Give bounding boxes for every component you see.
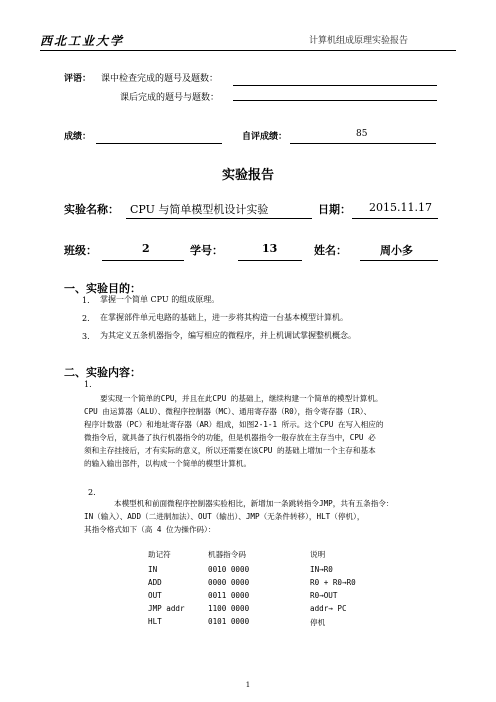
table-cell: IN (148, 565, 158, 574)
paragraph-line: CPU 由运算器（ALU）、微程序控制器（MC）、通用寄存器（R0），指令寄存器（IR）、 (84, 407, 372, 416)
objective-number: 3. (82, 332, 90, 341)
student-id-value: 13 (262, 242, 278, 255)
table-cell: JMP addr (148, 604, 185, 613)
review-line1-blank (233, 85, 437, 86)
table-cell: 0101 0000 (208, 617, 250, 626)
paragraph-line: 微指令后，就具备了执行机器指令的功能，但是机器指令一般存放在主存当中，CPU 必 (84, 433, 376, 442)
date-label: 日期： (318, 203, 351, 216)
paragraph-line: 要实现一个简单的CPU，并且在此CPU 的基础上，继续构建一个简单的模型计算机。 (100, 394, 383, 403)
paragraph-line: 须和主存挂接后，才有实际的意义，所以还需要在该CPU 的基础上增加一个主存和基本 (84, 446, 376, 455)
report-header-title: 计算机组成原理实验报告 (309, 36, 409, 46)
review-line2-label: 课后完成的题号与题数： (120, 93, 220, 103)
grade-blank (96, 143, 222, 144)
header-divider (40, 50, 456, 51)
section-content-heading: 二、实验内容： (64, 366, 141, 379)
date-value: 2015.11.17 (369, 201, 432, 214)
table-header-mnemonic: 助记符 (148, 550, 171, 559)
table-cell: IN→R0 (310, 565, 333, 574)
paragraph-line: 程序计数器（PC）和地址寄存器（AR）组成，如图2-1-1 所示。这个CPU 在写入相应的 (84, 420, 384, 429)
self-grade-blank (290, 143, 436, 144)
table-cell: OUT (148, 591, 162, 600)
experiment-name-label: 实验名称： (64, 203, 119, 216)
objective-number: 2. (82, 314, 90, 323)
class-value: 2 (142, 242, 150, 255)
table-header-opcode: 机器指令码 (208, 550, 246, 559)
objective-number: 1. (82, 296, 90, 305)
experiment-name-value: CPU 与简单模型机设计实验 (130, 203, 269, 216)
page-title: 实验报告 (221, 168, 274, 183)
student-name-value: 周小多 (380, 244, 413, 257)
table-cell: 0010 0000 (208, 565, 250, 574)
student-id-label: 学号： (190, 244, 223, 257)
table-cell: 0011 0000 (208, 591, 250, 600)
paragraph-line: IN（输入）、ADD（二进制加法）、OUT（输出）、JMP（无条件转移），HLT（停机）， (84, 512, 365, 521)
date-underline (352, 218, 438, 219)
objective-item: 在掌握部件单元电路的基础上，进一步将其构造一台基本模型计算机。 (100, 313, 348, 322)
table-cell: 1100 0000 (208, 604, 250, 613)
student-name-label: 姓名： (314, 244, 347, 257)
grade-label: 成绩： (64, 132, 92, 142)
table-cell: R0 + R0→R0 (310, 578, 356, 587)
page-number: 1 (245, 681, 251, 689)
self-grade-label: 自评成绩： (242, 132, 288, 142)
review-line2-blank (233, 100, 437, 101)
objective-item: 掌握一个简单 CPU 的组成原理。 (100, 295, 220, 304)
content-paragraph-number: 2. (88, 488, 96, 497)
class-underline (102, 260, 184, 261)
review-label: 评语： (64, 74, 92, 84)
university-logo-text: 西北工业大学 (40, 34, 125, 48)
table-header-description: 说明 (310, 550, 326, 559)
table-cell: R0→OUT (310, 591, 338, 600)
review-line1-label: 课中检查完成的题号及题数： (101, 74, 219, 84)
table-cell: 0000 0000 (208, 578, 250, 587)
table-cell: HLT (148, 617, 162, 626)
experiment-name-underline (126, 218, 312, 219)
content-paragraph-number: 1. (84, 380, 92, 389)
table-cell: ADD (148, 578, 162, 587)
self-grade-value: 85 (356, 129, 368, 139)
paragraph-line: 的输入输出部件，以构成一个简单的模型计算机。 (84, 459, 252, 468)
table-cell: addr→ PC (310, 604, 347, 613)
paragraph-line: 其指令格式如下（高 4 位为操作码）： (84, 525, 216, 534)
section-objectives-heading: 一、实验目的： (64, 282, 141, 295)
objective-item: 为其定义五条机器指令，编写相应的微程序，并上机调试掌握整机概念。 (100, 331, 356, 340)
student-id-underline (238, 260, 302, 261)
student-name-underline (360, 260, 438, 261)
table-cell: 停机 (310, 618, 326, 627)
paragraph-line: 本模型机和前面微程序控制器实验相比，新增加一条跳转指令JMP，共有五条指令： (114, 499, 394, 508)
class-label: 班级： (64, 244, 97, 257)
